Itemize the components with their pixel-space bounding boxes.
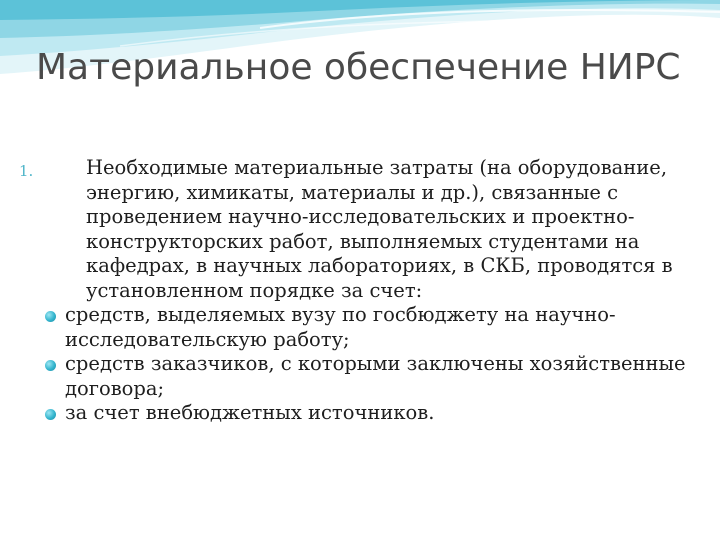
bullet-item-text: средств заказчиков, с которыми заключены хозяйственные договора;	[65, 352, 686, 400]
bullet-item-text: за счет внебюджетных источников.	[65, 401, 435, 424]
bullet-item	[0, 401, 720, 426]
bullet-item	[0, 352, 720, 401]
slide-title: Материальное обеспечение НИРС	[36, 47, 681, 88]
bullet-item-text: средств, выделяемых вузу по госбюджету на научно-исследовательскую работу;	[65, 303, 616, 351]
bullet-item	[0, 303, 720, 352]
bullet-dot-icon	[45, 409, 56, 420]
numbered-item	[0, 156, 720, 303]
slide-body	[0, 156, 720, 426]
numbered-item-text: Необходимые материальные затраты (на оборудование, энергию, химикаты, материалы и др.), связанные с проведением научно-исследовательских и проектно-конструкторских работ, выполняемых студентами на кафедрах, в научных лабораториях, в СКБ, проводятся в установленном порядке за счет:	[86, 156, 673, 302]
bullet-dot-icon	[45, 360, 56, 371]
bullet-dot-icon	[45, 311, 56, 322]
list-number: 1.	[19, 162, 34, 180]
